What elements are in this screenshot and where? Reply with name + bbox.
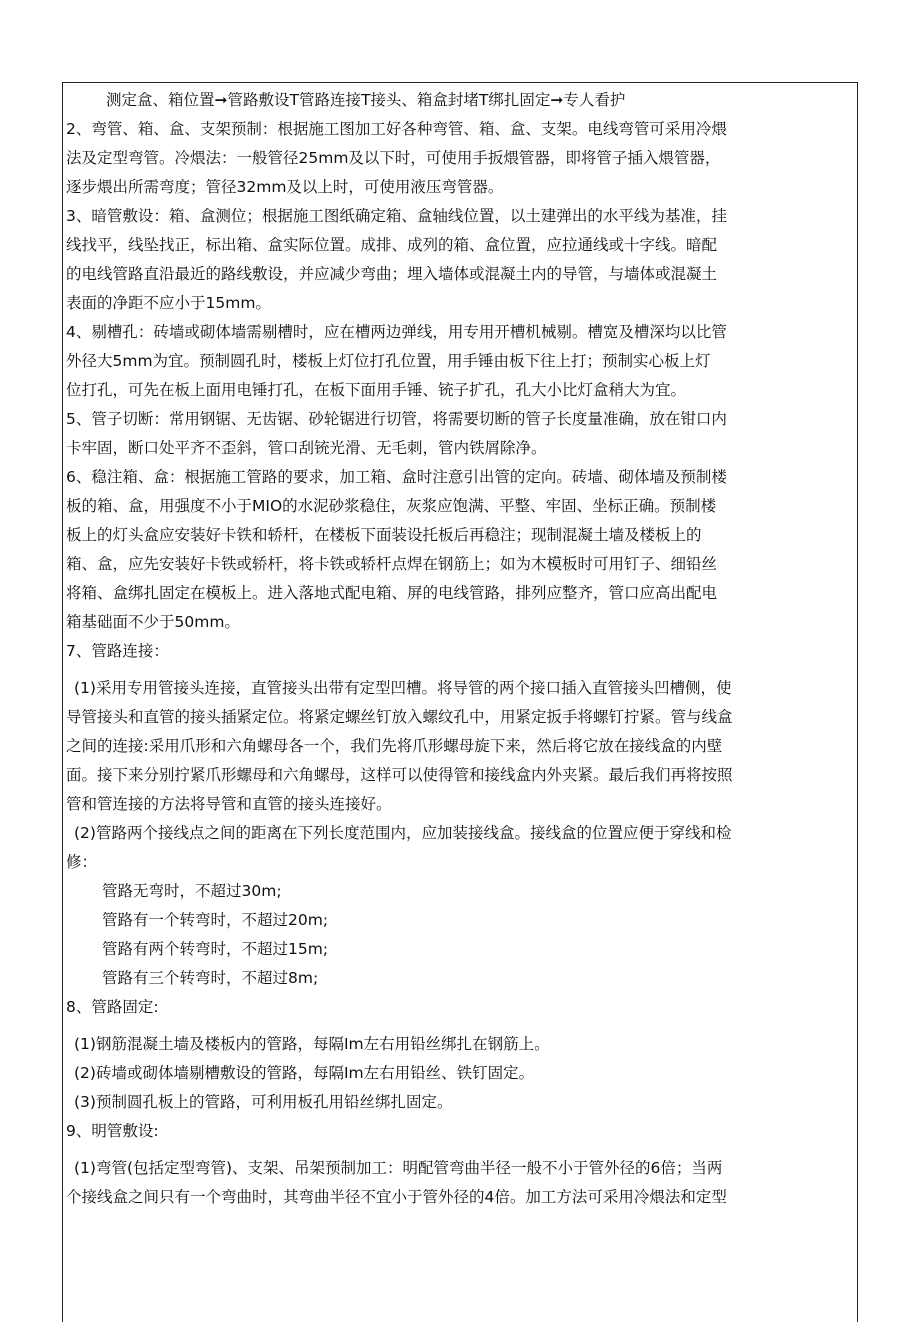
section-8-heading: 8、管路固定:	[66, 998, 159, 1016]
section-5-heading: 5、管子切断：常用钢锯、无齿锯、砂轮锯进行切管，将需要切断的管子长度量准确，放在钳口内	[66, 410, 727, 428]
list-item: 管路无弯时，不超过30m;	[102, 882, 282, 900]
paragraph-line: 板的箱、盒，用强度不小于MIO的水泥砂浆稳住，灰浆应饱满、平整、牢固、坐标正确。预制楼	[66, 497, 717, 515]
section-9-heading: 9、明管敷设:	[66, 1122, 159, 1140]
paragraph-line: 外径大5mm为宜。预制圆孔时，楼板上灯位打孔位置，用手锤由板下往上打；预制实心板上灯	[66, 352, 711, 370]
paragraph-line: 卡牢固，断口处平齐不歪斜，管口刮铳光滑、无毛刺，管内铁屑除净。	[66, 439, 547, 457]
list-item: 管路有两个转弯时，不超过15m;	[102, 940, 329, 958]
paragraph-line: 个接线盒之间只有一个弯曲时，其弯曲半径不宜小于管外径的4倍。加工方法可采用冷煨法和定型	[66, 1188, 727, 1206]
document-body	[66, 86, 856, 1212]
process-flow-line: 测定盒、箱位置➞管路敷设T管路连接T接头、箱盒封堵T绑扎固定➞专人看护	[106, 91, 626, 109]
subsection-9-1-line: (1)弯管(包括定型弯管)、支架、吊架预制加工：明配管弯曲半径一般不小于管外径的6倍；当两	[74, 1159, 723, 1177]
paragraph-line: 导管接头和直管的接头插紧定位。将紧定螺丝钉放入螺纹孔中，用紧定扳手将螺钉拧紧。管与线盒	[66, 708, 733, 726]
subsection-8-1-line: (1)钢筋混凝土墙及楼板内的管路，每隔Im左右用铅丝绑扎在钢筋上。	[74, 1035, 550, 1053]
paragraph-line: 逐步煨出所需弯度；管径32mm及以上时，可使用液压弯管器。	[66, 178, 504, 196]
paragraph-line: 修：	[66, 853, 98, 871]
section-7-heading: 7、管路连接：	[66, 642, 169, 660]
list-item: 管路有三个转弯时，不超过8m;	[102, 969, 319, 987]
subsection-7-2-line: (2)管路两个接线点之间的距离在下列长度范围内，应加装接线盒。接线盒的位置应便于穿线和检	[74, 824, 732, 842]
section-3-heading: 3、暗管敷设：箱、盒测位；根据施工图纸确定箱、盒轴线位置，以土建弹出的水平线为基准，挂	[66, 207, 727, 225]
paragraph-line: 箱基础面不少于50mm。	[66, 613, 240, 631]
paragraph-line: 面。接下来分别拧紧爪形螺母和六角螺母，这样可以使得管和接线盒内外夹紧。最后我们再将按照	[66, 766, 733, 784]
section-4-heading: 4、剔槽孔：砖墙或砌体墙需剔槽时，应在槽两边弹线，用专用开槽机械剔。槽宽及槽深均以比管	[66, 323, 727, 341]
paragraph-line: 线找平，线坠找正，标出箱、盒实际位置。成排、成列的箱、盒位置，应拉通线或十字线。暗配	[66, 236, 718, 254]
subsection-8-2-line: (2)砖墙或砌体墙剔槽敷设的管路，每隔Im左右用铅丝、铁钉固定。	[74, 1064, 535, 1082]
subsection-8-3-line: (3)预制圆孔板上的管路，可利用板孔用铅丝绑扎固定。	[74, 1093, 453, 1111]
paragraph-line: 板上的灯头盒应安装好卡铁和轿杆，在楼板下面装设托板后再稳注；现制混凝土墙及楼板上的	[66, 526, 702, 544]
paragraph-line: 法及定型弯管。冷煨法：一般管径25mm及以下时，可使用手扳煨管器，即将管子插入煨管器，	[66, 149, 721, 167]
section-2-heading: 2、弯管、箱、盒、支架预制：根据施工图加工好各种弯管、箱、盒、支架。电线弯管可采用冷煨	[66, 120, 727, 138]
subsection-7-1-line: (1)采用专用管接头连接，直管接头出带有定型凹槽。将导管的两个接口插入直管接头凹槽侧，使	[74, 679, 732, 697]
paragraph-line: 的电线管路直沿最近的路线敷设，并应减少弯曲；埋入墙体或混凝土内的导管，与墙体或混凝土	[66, 265, 718, 283]
paragraph-line: 位打孔，可先在板上面用电锤打孔，在板下面用手锤、铳子扩孔，孔大小比灯盒稍大为宜。	[66, 381, 687, 399]
list-item: 管路有一个转弯时，不超过20m;	[102, 911, 329, 929]
section-6-heading: 6、稳注箱、盒：根据施工管路的要求，加工箱、盒时注意引出管的定向。砖墙、砌体墙及预制楼	[66, 468, 727, 486]
paragraph-line: 表面的净距不应小于15mm。	[66, 294, 271, 312]
paragraph-line: 箱、盒，应先安装好卡铁或轿杆，将卡铁或轿杆点焊在钢筋上；如为木模板时可用钉子、细铅丝	[66, 555, 718, 573]
paragraph-line: 将箱、盒绑扎固定在模板上。进入落地式配电箱、屏的电线管路，排列应整齐，管口应高出配电	[66, 584, 718, 602]
paragraph-line: 管和管连接的方法将导管和直管的接头连接好。	[66, 795, 392, 813]
paragraph-line: 之间的连接:采用爪形和六角螺母各一个，我们先将爪形螺母旋下来，然后将它放在接线盒的内壁	[66, 737, 723, 755]
